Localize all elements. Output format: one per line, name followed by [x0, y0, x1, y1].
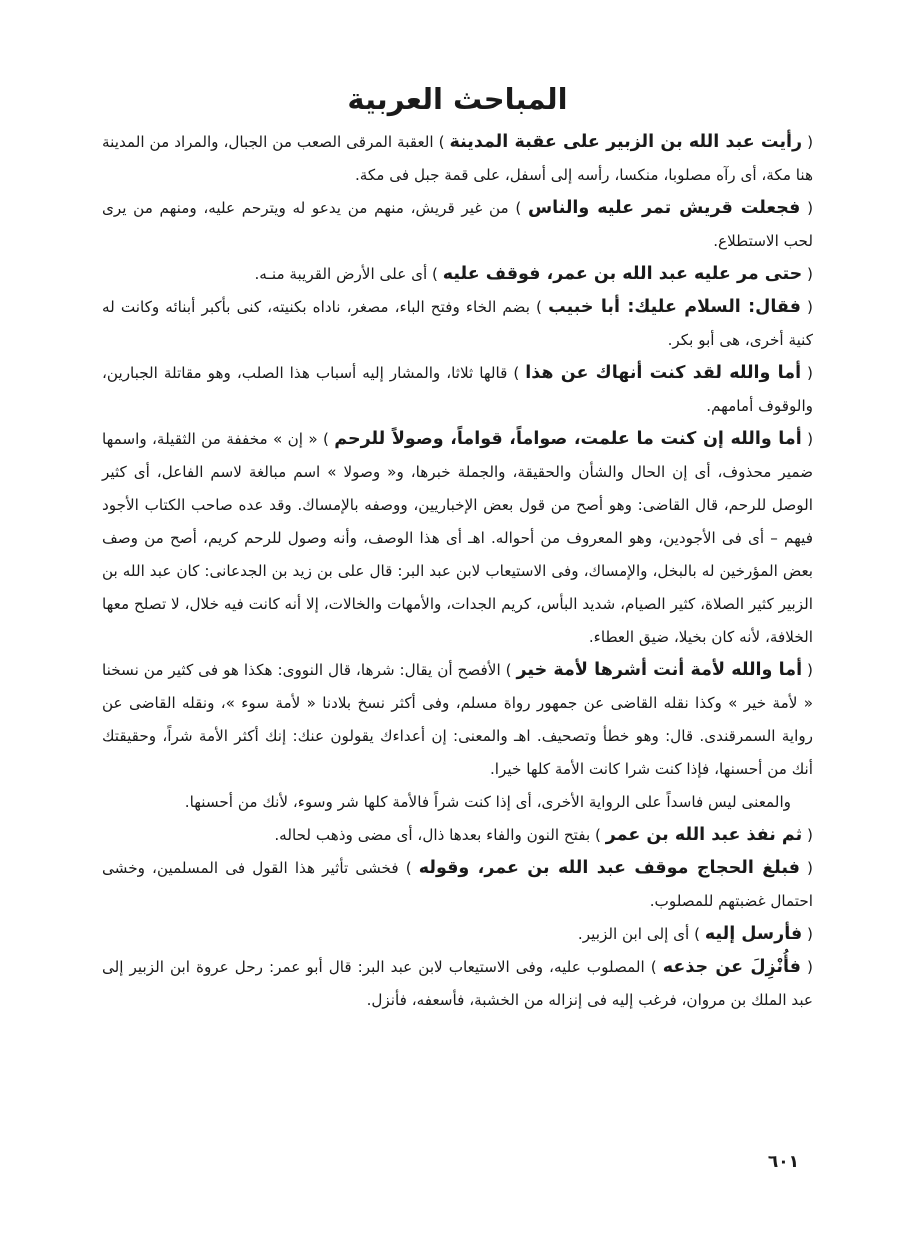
entry-7: [102, 654, 813, 786]
open-paren: (: [802, 661, 813, 679]
close-paren: ): [590, 826, 606, 844]
open-paren: (: [802, 133, 813, 151]
entry-6: [102, 423, 813, 654]
open-paren: (: [799, 859, 813, 877]
entry-4: [102, 291, 813, 357]
commentary: « إن » مخففة من الثقيلة، واسمها ضمير محذوف، أى إن الحال والشأن والحقيقة، والجملة خبرها، و« وصولا » اسم مبالغة لاسم الفاعل، أى كثير الوصل للرحم، قال القاضى: وهو أصح من قول بعض الإخباريين، ووصفه بالإمساك. وقد عده صاحب الكتاب الأجود فيهم – أى فى الأجودين، وهو المعروف من أحواله. اهـ أى هذا الوصف، وأنه وصول للرحم كريم، أصح من وصف بعض المؤرخين له بالبخل، والإمساك، وفى الاستيعاب لابن عبد البر: قال على بن زيد بن الجدعانى: كان عبد الله بن الزبير كثير الصلاة، كثير الصيام، شديد البأس، كريم الجدات، والأمهات والخالات، إلا أنه كانت فيه خلال، لا تصلح معها الخلافة، لأنه كان بخيلا، ضيق العطاء.: [102, 430, 813, 646]
open-paren: (: [801, 364, 813, 382]
entry-3: [102, 258, 813, 291]
close-paren: ): [529, 298, 549, 316]
close-paren: ): [433, 133, 450, 151]
commentary: من غير قريش، منهم من يدعو له ويترحم عليه، ومنهم من يرى لحب الاستطلاع.: [102, 199, 813, 250]
open-paren: (: [801, 958, 813, 976]
open-paren: (: [800, 298, 813, 316]
commentary: بفتح النون والفاء بعدها ذال، أى مضى وذهب لحاله.: [274, 826, 591, 844]
entry-12: [102, 951, 813, 1017]
close-paren: ): [500, 661, 517, 679]
commentary: والمعنى ليس فاسداً على الرواية الأخرى، أى إذا كنت شراً فالأمة كلها شر وسوء، لأنك من أحسنها.: [184, 793, 791, 811]
lemma: رأيت عبد الله بن الزبير على عقبة المدينة: [449, 132, 803, 152]
page-number: ٦٠١: [767, 1152, 799, 1172]
close-paren: ): [508, 199, 528, 217]
close-paren: ): [398, 859, 419, 877]
lemma: فقال: السلام عليك: أبا خبيب: [548, 297, 801, 317]
close-paren: ): [507, 364, 526, 382]
open-paren: (: [802, 925, 813, 943]
commentary: فخشى تأثير هذا القول فى المسلمين، وخشى احتمال غضبتهم للمصلوب.: [102, 859, 813, 910]
entry-10: [102, 852, 813, 918]
lemma: حتى مر عليه عبد الله بن عمر، فوقف عليه: [442, 264, 803, 284]
entry-8: [102, 786, 813, 819]
commentary: قالها ثلاثا، والمشار إليه أسباب هذا الصلب، وهو مقاتلة الجبارين، والوقوف أمامهم.: [102, 364, 813, 415]
commentary: المصلوب عليه، وفى الاستيعاب لابن عبد البر: قال أبو عمر: رحل عروة ابن الزبير إلى عبد الملك بن مروان، فرغب إليه فى إنزاله من الخشبة، فأسعفه، فأنزل.: [102, 958, 813, 1009]
commentary: أى على الأرض القريبة منـه.: [254, 265, 428, 283]
page-title: المباحث العربية: [347, 82, 568, 116]
commentary: العقبة المرقى الصعب من الجبال، والمراد من المدينة هنا مكة، أى رآه مصلوبا، منكسا، رأسه إلى أسفل، على قمة جبل فى مكة.: [102, 133, 813, 184]
lemma: أما والله لقد كنت أنهاك عن هذا: [525, 363, 802, 383]
open-paren: (: [802, 826, 813, 844]
lemma: فأرسل إليه: [704, 924, 803, 944]
close-paren: ): [689, 925, 705, 943]
lemma: ثم نفذ عبد الله بن عمر: [605, 825, 803, 845]
open-paren: (: [802, 265, 813, 283]
lemma: أما والله إن كنت ما علمت، صواماً، قواماً، وصولاً للرحم: [334, 429, 802, 449]
close-paren: ): [427, 265, 443, 283]
lemma: فبلغ الحجاج موقف عبد الله بن عمر، وقوله: [418, 858, 800, 878]
entry-2: [102, 192, 813, 258]
entry-11: [102, 918, 813, 951]
open-paren: (: [800, 199, 813, 217]
lemma: أما والله لأمة أنت أشرها لأمة خير: [516, 660, 803, 680]
commentary: بضم الخاء وفتح الباء، مصغر، ناداه بكنيته، كنى بأكبر أبنائه وكانت له كنية أخرى، هى أبو بكر.: [102, 298, 813, 349]
commentary: أى إلى ابن الزبير.: [577, 925, 690, 943]
open-paren: (: [801, 430, 813, 448]
close-paren: ): [644, 958, 663, 976]
entry-9: [102, 819, 813, 852]
entry-1: [102, 126, 813, 192]
lemma: فأُنْزِلَ عن جذعه: [662, 957, 802, 977]
entry-5: [102, 357, 813, 423]
close-paren: ): [317, 430, 335, 448]
commentary: الأفصح أن يقال: شرها، قال النووى: هكذا هو فى كثير من نسخنا « لأمة خير » وكذا نقله القاضى عن جمهور رواة مسلم، وفى أكثر نسخ بلادنا « لأمة سوء »، ونقله القاضى عن رواية السمرقندى. قال: وهو خطأ وتصحيف. اهـ والمعنى: إن أعداءك يقولون عنك: إنك أكثر الأمة شراً، وحقيقتك أنك من أحسنها، فإذا كنت شرا كانت الأمة كلها خيرا.: [102, 661, 813, 778]
lemma: فجعلت قريش تمر عليه والناس: [527, 198, 801, 218]
